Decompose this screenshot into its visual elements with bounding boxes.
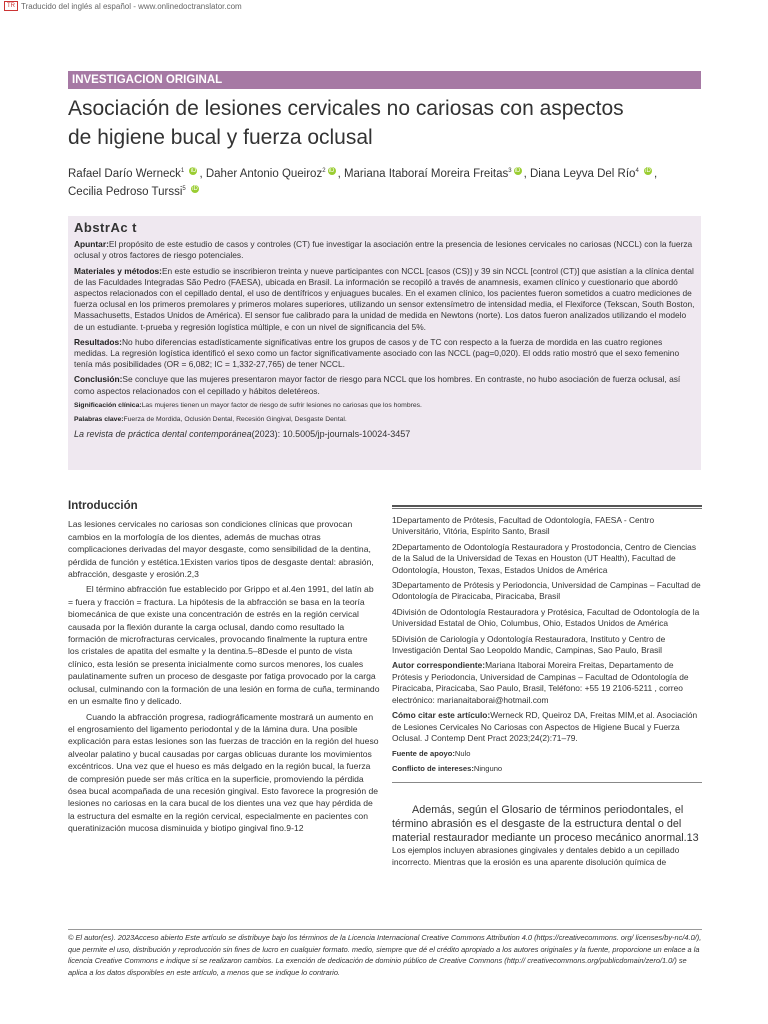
orcid-icon[interactable]: iD	[514, 168, 521, 174]
keywords-text: Fuerza de Mordida, Oclusión Dental, Recesión Gingival, Desgaste Dental.	[123, 415, 347, 423]
affiliation-item: 5División de Cariología y Odontología Restauradora, Instituto y Centro de Investigación Dental Sao Leopoldo Mandic, Campinas, Sao Paulo, Brasil	[392, 633, 666, 656]
corresponding-label: Autor correspondiente:	[392, 660, 486, 671]
title-line-2: de higiene bucal y fuerza oclusal	[68, 126, 373, 149]
conclusion-label: Conclusión:	[74, 374, 123, 385]
cite-label: Cómo citar este artículo:	[392, 710, 491, 721]
author-list: Rafael Darío Werneck$^1$ iD , Daher Antonio Queiroz$^2$ iD , Mariana Itaboraí Moreira Freitas$^3$ iD , Diana Leyva Del Río$^4$ iD , Cecilia Pedroso Turssi$^5$ iD	[68, 167, 658, 198]
author-affiliation-mark: 4	[635, 168, 639, 174]
author-affiliation-mark: 1	[180, 168, 185, 174]
author-name: Mariana Itaboraí Moreira Freitas	[343, 167, 509, 180]
conflict-text: Ninguno	[473, 763, 503, 773]
how-to-cite	[392, 710, 702, 744]
abstract-conclusion	[74, 374, 695, 396]
orcid-icon[interactable]: iD	[328, 168, 335, 174]
methods-label: Materiales y métodos:	[74, 265, 162, 276]
clinical-label: Significación clínica:	[74, 401, 142, 409]
methods-text: En este estudio se inscribieron treinta y nueve participantes con NCCL [casos (CS)] y 39 sin NCCL [control (CT)] que asistían a la clínica dental de las Faculdades Integradas São Pedro (FAESA), ubicada en Brasil. La información se recopiló a través de anamnesis, examen clínico y cuestionario que abordó aspectos relacionados con el cepillado dental, el uso de dentífricos y enjuagues bucales. En el examen clínico, los pacientes fueron sometidos a cuatro mediciones de fuerza oclusal en los primeros premolares y primeros molares superiores, utilizando un sensor extensímetro de intensidad media, el Flexiforce (Tekscan, South Boston, Massachusetts, Estados Unidos de América). El sensor fue calibrado para la unidad de medida en Newtons (norte). Los datos fueron analizados utilizando el modelo de un estudiante.	[74, 265, 695, 332]
author-affiliation-mark: 2	[322, 168, 326, 174]
affiliation-item: 2Departamento de Odontología Restauradora y Prostodoncia, Centro de Ciencias de la Salud de la Universidad de Texas en Houston (UT Health), Facultad de Odontología, Houston, Texas, Estados Unidos de América	[392, 541, 697, 575]
abstract-keywords	[74, 415, 695, 425]
cite-text: Werneck RD, Queiroz DA, Freitas MIM,et al. Asociación de Lesiones Cervicales No Cariosas con Aspectos de Higiene Bucal y Fuerza Oclusal. J Contemp Dent Pract 2023;24(2):71–79.	[392, 710, 698, 743]
corresponding-author	[392, 660, 702, 706]
author-name: Rafael Darío Werneck	[68, 167, 181, 180]
article-title	[68, 94, 708, 152]
orcid-icon[interactable]: iD	[190, 168, 197, 174]
introduction-paragraph-2: El término abfracción fue establecido por Grippo et al.4en 1991, del latín ab = fuera y fracción = fractura. La hipótesis de la abfracción se basa en la teoría biomecánica de que existe una concentración de estrés en la región cervical causada por la flexión durante la carga oclusal, dando como resultado la formación de microfracturas cervicales, provocando finalmente la ruptura entre los cristales de apatita del esmalte y la dentina.5–8Desde el punto de vista clínico, esta lesión se presenta inicialmente como surcos menores, los cuales paulatinamente sufren un proceso de desgaste por fatiga provocado por la carga oclusal, culminando con la formación de una lesión en forma de cuña, terminando en un esmalte fino y delicado.	[68, 584, 380, 707]
divider-thin	[392, 508, 702, 509]
journal-doi[interactable]: (2023): 10.5005/jp-journals-10024-3457	[251, 428, 411, 439]
divider-thick	[392, 505, 702, 507]
funding-label: Fuente de apoyo:	[392, 749, 455, 759]
objective-text: El propósito de este estudio de casos y controles (CT) fue investigar la asociación entre la presencia de lesiones cervicales no cariosas (NCCL) con la fuerza oclusal y otros factores de riesgo potenciales.	[74, 239, 693, 261]
keywords-label: Palabras clave:	[74, 415, 124, 423]
license-footnote: © El autor(es). 2023Acceso abierto Este artículo se distribuye bajo los términos de la Licencia Internacional Creative Commons Attribution 4.0 (https://creativecommons. org/ licenses/by-nc/4.0/), que permite el uso, distribución y reproducción sin fines de lucro en cualquier formato. medio, siempre que dé el crédito apropiado a los autores originales y la fuente, proporcione un enlace a la licencia Creative Commons e indique si se realizaron cambios. La exención de dedicación de dominio público de Creative Commons (http:// creativecommons.org/publicdomain/zero/1.0/) se aplica a los datos disponibles en este artículo, a menos que se indique lo contrario.	[68, 929, 702, 978]
author-affiliation-mark: 5	[182, 185, 186, 192]
orcid-icon[interactable]: iD	[645, 168, 651, 174]
funding-source	[392, 748, 702, 759]
body-continuation-large: Además, según el Glosario de términos periodontales, el término abrasión es el desgaste de la estructura dental o del material restaurador mediante un proceso mecánico anormal.13	[392, 804, 699, 845]
abstract-box	[68, 216, 701, 470]
affiliation-item: 1Departamento de Prótesis, Facultad de Odontología, FAESA - Centro Universitário, Vitória, Espírito Santo, Brasil	[392, 515, 655, 537]
author-name: Daher Antonio Queiroz	[205, 167, 323, 180]
body-continuation-small: Los ejemplos incluyen abrasiones gingivales y dentales debido a un cepillado incorrecto. Mientras que la erosión es una aparente disolución química de	[392, 845, 680, 867]
section-label: INVESTIGACION ORIGINAL	[68, 71, 701, 89]
results-label: Resultados:	[74, 336, 122, 347]
introduction-column	[68, 500, 380, 838]
results-text: No hubo diferencias estadísticamente significativas entre los grupos de casos y de TC con respecto a la fuerza de mordida en las cuatro regiones medidas. La regresión logística identificó el sexo como un factor significativamente asociado con las NCCL (pag=0,020). El odds ratio mostró que el sexo femenino tenía más posibilidades (OR = 6,082; IC = 1,332-27,765) de tener NCCL.	[74, 336, 680, 370]
abstract-heading: AbstrAc t	[74, 220, 138, 235]
abstract-clinical-significance	[74, 401, 695, 411]
author-affiliation-mark: 3	[508, 168, 512, 174]
article-info-column	[392, 505, 702, 868]
methods-tail: t-prueba y regresión logística múltiple, e con un nivel de significancia del 5%.	[140, 321, 426, 332]
divider-bottom	[392, 782, 702, 783]
corresponding-text: Mariana Itaborai Moreira Freitas, Departamento de Prótesis y Periodoncia, Universidad de Campinas – Facultad de Odontología de Piracicaba, Piracicaba, Sao Paulo, Brasil, Teléfono: +55 19 2106-5211 , correo electrónico: marianaitaborai@hotmail.com	[392, 660, 689, 705]
abstract-results	[74, 337, 695, 371]
translator-logo-icon: TR	[4, 1, 18, 11]
translator-note[interactable]	[4, 1, 242, 11]
clinical-text: Las mujeres tienen un mayor factor de riesgo de sufrir lesiones no cariosas que los hombres.	[141, 401, 422, 409]
introduction-paragraph-3: Cuando la abfracción progresa, radiográficamente mostrará un aumento en el engrosamiento del ligamento periodontal y de la lámina dura. Una posible explicación para estas lesiones son las fuerzas de tracción en la región del hueso alveolar palatino y bucal causadas por cargas oblicuas durante los movimientos excéntricos. Una vez que el hueso es más delgado en la región bucal, la fuerza de compresión puede ser más crítica en la superficie, promoviendo la pérdida ósea bucal acompañada de una recesión gingival. Esto favorece la progresión de lesiones no cariosas en la cara bucal de los dientes una vez que hay pérdida de la estructura del esmalte en la región cervical, especialmente en pacientes con queratinización mucosa disminuida y biotipo gingival fino.9-12	[68, 711, 379, 834]
conflict-label: Conflicto de intereses:	[392, 763, 474, 773]
journal-name: La revista de práctica dental contemporánea	[74, 428, 252, 439]
funding-text: Nulo	[454, 749, 471, 759]
title-line-1: Asociación de lesiones cervicales no cariosas con aspectos	[68, 97, 624, 120]
orcid-icon[interactable]: iD	[192, 185, 198, 192]
affiliation-item: 3Departamento de Prótesis y Periodoncia, Universidad de Campinas – Facultad de Odontología de Piracicaba, Piracicaba, Brasil	[392, 580, 701, 602]
abstract-objective	[74, 239, 695, 261]
conflict-of-interest	[392, 763, 702, 774]
introduction-heading: Introducción	[68, 500, 138, 512]
introduction-paragraph-1: Las lesiones cervicales no cariosas son condiciones clínicas que provocan cambios en la morfología de los dientes, además de muchas otras complicaciones derivadas del mayor desgaste, como sensibilidad de la dentina, pérdida de función y estética.1Existen varios tipos de desgaste dental: abrasión, abfracción, desgaste y erosión.2,3	[68, 519, 374, 580]
objective-label: Apuntar:	[74, 239, 109, 250]
author-name: Cecilia Pedroso Turssi	[68, 185, 183, 198]
journal-citation	[74, 429, 695, 440]
translator-text[interactable]: Traducido del inglés al español - www.onlinedoctranslator.com	[21, 1, 242, 11]
affiliation-item: 4División de Odontología Restauradora y Protésica, Facultad de Odontología de la Universidad Estatal de Ohio, Columbus, Ohio, Estados Unidos de América	[392, 606, 700, 629]
abstract-methods	[74, 266, 695, 333]
conclusion-text: Se concluye que las mujeres presentaron mayor factor de riesgo para NCCL que los hombres. En contraste, no hubo asociación de fuerza oclusal, así como aspectos relacionados con el cepillado y hábitos deletéreos.	[74, 374, 681, 396]
author-name: Diana Leyva Del Río	[529, 167, 636, 180]
